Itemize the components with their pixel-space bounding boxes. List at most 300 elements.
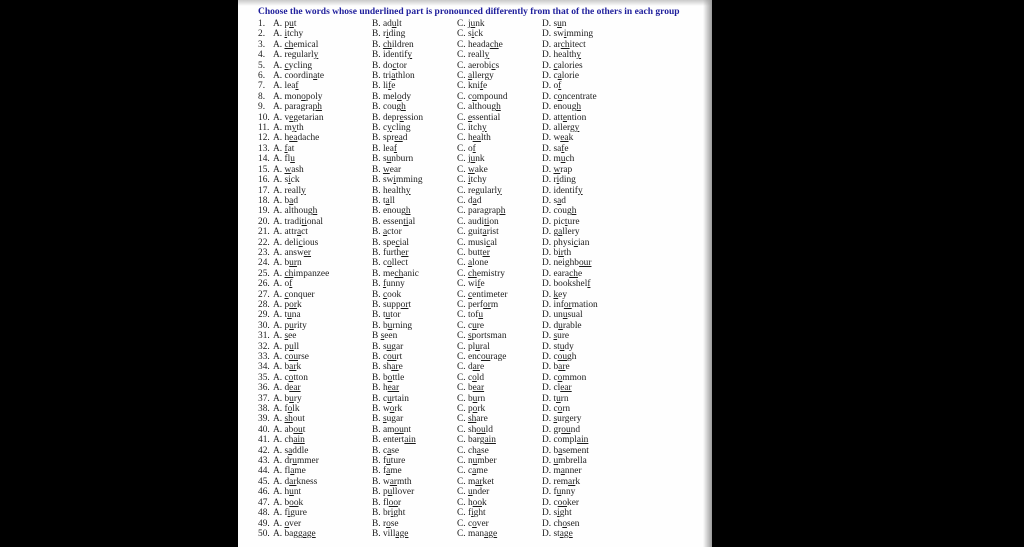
option-b: B. mechanic [372, 268, 419, 279]
option-a: A. traditional [273, 216, 324, 227]
option-b: B. case [372, 445, 400, 456]
option-b: B. tutor [372, 310, 401, 321]
question-row [258, 165, 706, 175]
option-d: D. sun [542, 19, 567, 29]
option-a: A. bad [273, 195, 299, 206]
question-row [258, 269, 706, 279]
option-d: D. manner [542, 466, 582, 477]
option-d: D. cooker [542, 497, 579, 508]
option-d: D. sure [542, 331, 570, 342]
option-c: C. sick [457, 29, 484, 40]
question-number: 39. [258, 414, 270, 425]
question-number: 45. [258, 476, 270, 487]
option-a: A. pork [273, 299, 302, 310]
option-a: A. over [273, 518, 302, 529]
question-row [258, 248, 706, 258]
option-a: A. purity [273, 320, 307, 331]
option-b: B. enough [372, 206, 411, 217]
question-number: 21. [258, 227, 270, 238]
option-c: C. regularly [457, 185, 502, 196]
option-b: B. fame [372, 466, 402, 477]
option-d: D. allergy [542, 123, 580, 134]
question-row [258, 404, 706, 414]
option-a: A. flame [273, 466, 306, 477]
question-row [258, 40, 706, 50]
option-b: B. riding [372, 29, 406, 40]
option-a: A. pull [273, 341, 300, 352]
option-b: B. sunburn [372, 154, 414, 165]
option-d: D. concentrate [542, 91, 597, 102]
question-row [258, 102, 706, 112]
option-b: B. hear [372, 383, 400, 394]
option-d: D. key [542, 289, 568, 300]
question-number: 31. [258, 331, 270, 342]
option-b: B. future [372, 456, 406, 467]
question-row [258, 71, 706, 81]
question-row [258, 414, 706, 424]
option-a: A. see [273, 331, 297, 342]
question-number: 16. [258, 175, 270, 186]
option-a: A. answer [273, 247, 312, 258]
option-b: B. identify [372, 50, 413, 61]
question-row [258, 258, 706, 268]
option-d: D. corn [542, 404, 571, 415]
option-a: A. dear [273, 383, 301, 394]
option-a: A. wash [273, 164, 304, 175]
question-number: 34. [258, 362, 270, 373]
option-c: C. musical [457, 237, 498, 248]
option-b: B. triathlon [372, 71, 415, 82]
option-c: C. burn [457, 393, 486, 404]
question-row [258, 81, 706, 91]
option-c: C. chemistry [457, 268, 505, 279]
option-d: D. umbrella [542, 456, 587, 467]
option-d: D. attention [542, 112, 587, 123]
option-a: A. delicious [273, 237, 319, 248]
option-c: C. although [457, 102, 501, 113]
option-c: C. aerobics [457, 60, 500, 71]
question-number: 44. [258, 466, 270, 477]
option-c: C. audition [457, 216, 499, 227]
option-a: A. figure [273, 508, 307, 519]
option-d: D. identify [542, 185, 583, 196]
option-d: D. surgery [542, 414, 582, 425]
option-d: D. gallery [542, 227, 580, 238]
question-row [258, 383, 706, 393]
question-number: 32. [258, 341, 270, 352]
option-c: C. wake [457, 164, 488, 175]
question-row [258, 279, 706, 289]
option-d: D. safe [542, 143, 569, 154]
option-b: B seen [372, 331, 398, 342]
option-b: B. pullover [372, 487, 415, 498]
option-b: B. healthy [372, 185, 411, 196]
question-number: 23. [258, 247, 270, 258]
question-number: 50. [258, 528, 270, 539]
option-d: D. birth [542, 247, 572, 258]
question-row [258, 113, 706, 123]
option-a: A. leaf [273, 81, 299, 92]
option-c: C. itchy [457, 123, 487, 134]
option-a: A. itchy [273, 29, 304, 40]
option-a: A. burn [273, 258, 302, 269]
option-c: C. hook [457, 497, 487, 508]
question-row [258, 310, 706, 320]
question-row [258, 373, 706, 383]
option-a: A. hunt [273, 487, 302, 498]
question-row [258, 362, 706, 372]
option-a: A. folk [273, 404, 300, 415]
question-row [258, 290, 706, 300]
option-a: A. darkness [273, 476, 318, 487]
option-d: D. healthy [542, 50, 582, 61]
option-d: D. cough [542, 206, 577, 217]
option-b: B. entertain [372, 435, 416, 446]
question-row [258, 498, 706, 508]
option-d: D. common [542, 372, 587, 383]
option-a: A. about [273, 424, 306, 435]
option-d: D. sad [542, 195, 566, 206]
option-b: B. cough [372, 102, 406, 113]
exercise-title: Choose the words whose underlined part is pronounced differently from that of the others in each group [258, 7, 680, 17]
question-row [258, 144, 706, 154]
question-number: 6. [258, 71, 266, 82]
option-c: C. of [457, 143, 476, 154]
option-c: C. dare [457, 362, 485, 373]
option-b: B. work [372, 404, 403, 415]
option-a: A. bark [273, 362, 302, 373]
option-b: B. amount [372, 424, 412, 435]
option-a: A. bury [273, 393, 302, 404]
option-b: B. court [372, 352, 403, 362]
question-row [258, 206, 706, 216]
option-a: A. really [273, 185, 306, 196]
option-d: D. weak [542, 133, 574, 144]
option-a: A. paragraph [273, 102, 322, 113]
question-number: 35. [258, 372, 270, 383]
option-c: C. tofu [457, 310, 484, 321]
question-row [258, 175, 706, 185]
question-row [258, 19, 706, 29]
option-c: C. junk [457, 154, 485, 165]
option-a: A. although [273, 206, 318, 217]
option-a: A. myth [273, 123, 304, 134]
question-number: 33. [258, 352, 270, 362]
question-number: 46. [258, 487, 270, 498]
question-row [258, 508, 706, 518]
option-b: B. floor [372, 497, 402, 508]
option-c: C. alone [457, 258, 489, 269]
question-row [258, 331, 706, 341]
question-row [258, 394, 706, 404]
question-number: 7. [258, 81, 266, 92]
option-b: B. funny [372, 279, 405, 290]
option-c: C. essential [457, 112, 501, 123]
option-d: D. wrap [542, 164, 573, 175]
option-d: D. clear [542, 383, 572, 394]
option-b: B. swimming [372, 175, 423, 186]
option-a: A. headache [273, 133, 320, 144]
option-b: B. village [372, 528, 409, 539]
option-a: A. chimpanzee [273, 268, 330, 279]
question-number: 18. [258, 195, 270, 206]
option-a: A. course [273, 352, 309, 362]
option-d: D. enough [542, 102, 582, 113]
option-d: D. physician [542, 237, 590, 248]
option-c: C. centimeter [457, 289, 508, 300]
option-d: D. earache [542, 268, 583, 279]
option-d: D. study [542, 341, 574, 352]
question-number: 43. [258, 456, 270, 467]
question-number: 4. [258, 50, 266, 61]
option-c: C. chase [457, 445, 489, 456]
option-b: B. tall [372, 195, 395, 206]
option-d: D. riding [542, 175, 576, 186]
option-c: C. headache [457, 39, 503, 50]
option-d: D. bookshelf [542, 279, 591, 290]
option-b: B. adult [372, 19, 402, 29]
question-number: 20. [258, 216, 270, 227]
option-c: C. cover [457, 518, 489, 529]
option-c: C. butter [457, 247, 490, 258]
option-c: C. perform [457, 299, 499, 310]
question-number: 24. [258, 258, 270, 269]
question-row [258, 123, 706, 133]
option-a: A. cycling [273, 60, 313, 71]
option-c: C. under [457, 487, 490, 498]
option-b: B. curtain [372, 393, 409, 404]
question-row [258, 92, 706, 102]
question-row [258, 519, 706, 529]
question-number: 13. [258, 143, 270, 154]
option-b: B. sugar [372, 341, 404, 352]
option-b: B. cycling [372, 123, 411, 134]
option-a: A. chemical [273, 39, 319, 50]
option-b: B. further [372, 247, 409, 258]
option-c: C. wife [457, 279, 485, 290]
option-c: C. compound [457, 91, 508, 102]
option-a: A. tuna [273, 310, 301, 321]
option-a: A. regularly [273, 50, 319, 61]
option-b: B. melody [372, 91, 412, 102]
question-row [258, 300, 706, 310]
question-row [258, 342, 706, 352]
question-row [258, 466, 706, 476]
option-c: C. allergy [457, 71, 494, 82]
question-row [258, 29, 706, 39]
option-a: A. saddle [273, 445, 309, 456]
option-d: D. complain [542, 435, 589, 446]
option-d: D. unusual [542, 310, 583, 321]
question-number: 28. [258, 299, 270, 310]
option-a: A. vegetarian [273, 112, 324, 123]
option-b: B. leaf [372, 143, 397, 154]
question-number: 17. [258, 185, 270, 196]
question-number: 22. [258, 237, 270, 248]
question-number: 25. [258, 268, 270, 279]
question-number: 29. [258, 310, 270, 321]
question-number: 9. [258, 102, 266, 113]
option-d: D. funny [542, 487, 576, 498]
option-d: D. much [542, 154, 575, 165]
option-a: A. cotton [273, 372, 308, 383]
option-b: B. cook [372, 289, 402, 300]
question-number: 8. [258, 91, 266, 102]
question-number: 42. [258, 445, 270, 456]
option-c: C. knife [457, 81, 488, 92]
option-b: B. share [372, 362, 403, 373]
question-row [258, 456, 706, 466]
option-c: C. number [457, 456, 497, 467]
option-c: C. encourage [457, 352, 507, 362]
option-c: C. manage [457, 528, 498, 539]
option-a: A. flu [273, 154, 295, 165]
option-b: B. life [372, 81, 396, 92]
question-number: 1. [258, 19, 266, 29]
option-d: D. bare [542, 362, 570, 373]
option-d: D. remark [542, 476, 581, 487]
question-row [258, 217, 706, 227]
document-page [238, 0, 712, 547]
question-number: 14. [258, 154, 270, 165]
option-b: B. essential [372, 216, 416, 227]
question-number: 10. [258, 112, 270, 123]
question-row [258, 196, 706, 206]
question-row [258, 61, 706, 71]
option-a: A. monopoly [273, 91, 323, 102]
question-number: 27. [258, 289, 270, 300]
option-a: A. baggage [273, 528, 316, 539]
option-d: D. of [542, 81, 562, 92]
question-row [258, 446, 706, 456]
option-d: D. stage [542, 528, 573, 539]
question-number: 38. [258, 404, 270, 415]
option-b: B. spread [372, 133, 408, 144]
option-b: B. rose [372, 518, 399, 529]
option-d: D. chosen [542, 518, 580, 529]
option-b: B. depression [372, 112, 424, 123]
question-row [258, 352, 706, 362]
question-number: 5. [258, 60, 266, 71]
option-c: C. junk [457, 19, 485, 29]
option-a: A. drummer [273, 456, 319, 467]
option-a: A. attract [273, 227, 308, 238]
option-a: A. conquer [273, 289, 315, 300]
option-c: C. plural [457, 341, 490, 352]
option-a: A. book [273, 497, 304, 508]
option-a: A. put [273, 19, 297, 29]
option-d: D. sight [542, 508, 572, 519]
option-d: D. calorie [542, 71, 579, 82]
option-b: B. special [372, 237, 409, 248]
question-number: 3. [258, 39, 266, 50]
question-number: 11. [258, 123, 270, 134]
question-number: 30. [258, 320, 270, 331]
option-c: C. cure [457, 320, 485, 331]
option-c: C. bargain [457, 435, 496, 446]
question-row [258, 186, 706, 196]
question-number: 26. [258, 279, 270, 290]
option-c: C. pork [457, 404, 486, 415]
option-b: B. burning [372, 320, 413, 331]
option-c: C. bear [457, 383, 485, 394]
question-row [258, 425, 706, 435]
question-number: 41. [258, 435, 270, 446]
option-d: D. picture [542, 216, 580, 227]
option-a: A. chain [273, 435, 305, 446]
option-d: D. architect [542, 39, 586, 50]
option-a: A. coordinate [273, 71, 325, 82]
option-d: D. turn [542, 393, 569, 404]
question-number: 19. [258, 206, 270, 217]
option-b: B. sugar [372, 414, 404, 425]
option-b: B. support [372, 299, 412, 310]
option-d: D. calories [542, 60, 583, 71]
question-row [258, 227, 706, 237]
option-d: D. basement [542, 445, 589, 456]
question-number: 15. [258, 164, 270, 175]
option-a: A. sick [273, 175, 300, 186]
option-b: B. doctor [372, 60, 407, 71]
option-a: A. of [273, 279, 293, 290]
option-b: B. wear [372, 164, 402, 175]
option-c: C. came [457, 466, 488, 477]
question-row [258, 50, 706, 60]
option-b: B. warmth [372, 476, 412, 487]
option-b: B. bright [372, 508, 406, 519]
question-row [258, 529, 706, 539]
option-b: B. actor [372, 227, 402, 238]
option-d: D. neighbour [542, 258, 592, 269]
question-row [258, 238, 706, 248]
question-number: 2. [258, 29, 266, 40]
question-list [258, 19, 706, 539]
option-c: C. market [457, 476, 494, 487]
question-number: 36. [258, 383, 270, 394]
option-d: D. information [542, 299, 598, 310]
question-number: 49. [258, 518, 270, 529]
option-d: D. durable [542, 320, 582, 331]
option-c: C. guitarist [457, 227, 499, 238]
option-d: D. swimming [542, 29, 594, 40]
question-number: 37. [258, 393, 270, 404]
option-c: C. itchy [457, 175, 487, 186]
option-c: C. paragraph [457, 206, 506, 217]
question-row [258, 321, 706, 331]
option-b: B. children [372, 39, 414, 50]
question-row [258, 487, 706, 497]
option-d: D. cough [542, 352, 577, 362]
question-row [258, 133, 706, 143]
question-row [258, 435, 706, 445]
option-b: B. collect [372, 258, 408, 269]
question-number: 12. [258, 133, 270, 144]
question-row [258, 154, 706, 164]
option-c: C. really [457, 50, 490, 61]
option-c: C. dad [457, 195, 482, 206]
question-number: 40. [258, 424, 270, 435]
question-row [258, 477, 706, 487]
question-number: 48. [258, 508, 270, 519]
option-a: A. shout [273, 414, 305, 425]
option-c: C. sportsman [457, 331, 507, 342]
option-b: B. bottle [372, 372, 405, 383]
option-c: C. cold [457, 372, 485, 383]
question-number: 47. [258, 497, 270, 508]
option-a: A. fat [273, 143, 295, 154]
option-c: C. health [457, 133, 491, 144]
option-c: C. fight [457, 508, 486, 519]
